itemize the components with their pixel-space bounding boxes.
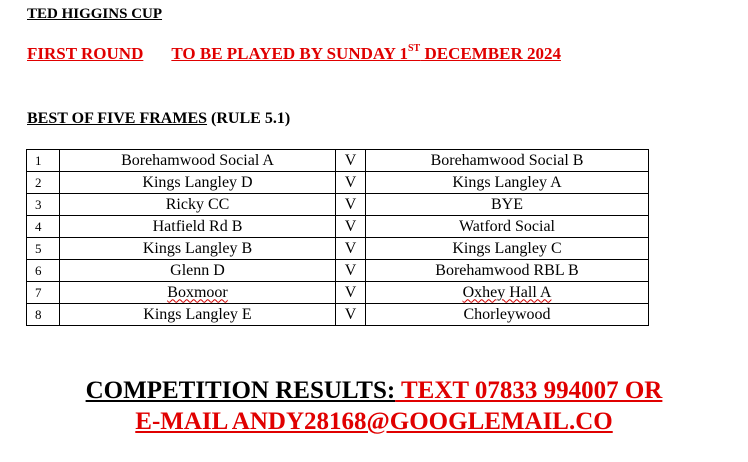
round-deadline-line [27, 44, 561, 64]
page-title: TED HIGGINS CUP [27, 6, 163, 22]
fixture-number-text: 1 [35, 152, 42, 168]
home-team [60, 194, 336, 216]
fixture-number-text: 4 [35, 218, 42, 234]
away-team-text: BYE [491, 195, 523, 213]
fixture-number-text: 3 [35, 196, 42, 212]
home-team-text: Glenn D [170, 261, 225, 279]
home-team-text: Hatfield Rd B [152, 217, 243, 235]
away-team [366, 238, 649, 260]
versus-text: V [344, 305, 357, 323]
deadline-rest: DECEMBER 2024 [420, 44, 561, 63]
away-team [366, 260, 649, 282]
fixture-number [27, 238, 60, 260]
deadline-text [171, 44, 561, 63]
versus-text: V [344, 239, 357, 257]
home-team-text: Kings Langley E [143, 305, 252, 323]
fixture-row [27, 282, 649, 304]
results-text-number: TEXT 07833 994007 OR [395, 377, 663, 404]
home-team-text: Ricky CC [165, 195, 230, 213]
fixture-row [27, 238, 649, 260]
away-team-text: Kings Langley C [452, 239, 562, 257]
fixture-row [27, 150, 649, 172]
fixtures-table [26, 149, 649, 326]
versus-text: V [344, 195, 357, 213]
format-label: BEST OF FIVE FRAMES [27, 110, 208, 127]
fixture-number [27, 260, 60, 282]
home-team [60, 150, 336, 172]
away-team [366, 172, 649, 194]
match-format [27, 110, 290, 128]
versus-text: V [344, 217, 357, 235]
home-team [60, 260, 336, 282]
fixture-number-text: 7 [35, 284, 42, 300]
home-team [60, 238, 336, 260]
results-contact-line-2 [0, 408, 748, 436]
away-team [366, 304, 649, 326]
results-contact-line-1 [0, 377, 748, 405]
results-email: E-MAIL ANDY28168@GOOGLEMAIL.CO [135, 408, 613, 435]
home-team [60, 216, 336, 238]
versus [336, 216, 366, 238]
format-rule: (RULE 5.1) [207, 110, 291, 127]
versus [336, 260, 366, 282]
fixture-number [27, 282, 60, 304]
home-team-text: Boxmoor [167, 283, 228, 301]
deadline-ordinal: ST [408, 43, 421, 55]
fixture-number [27, 150, 60, 172]
home-team [60, 282, 336, 304]
home-team-text: Borehamwood Social A [121, 151, 274, 169]
versus-text: V [344, 151, 357, 169]
away-team [366, 150, 649, 172]
round-label: FIRST ROUND [27, 44, 144, 63]
away-team-text: Borehamwood Social B [430, 151, 584, 169]
versus [336, 172, 366, 194]
away-team-text: Chorleywood [463, 305, 551, 323]
versus-text: V [344, 173, 357, 191]
home-team [60, 172, 336, 194]
fixture-row [27, 260, 649, 282]
fixture-row [27, 216, 649, 238]
away-team [366, 282, 649, 304]
away-team [366, 194, 649, 216]
fixture-number [27, 194, 60, 216]
fixture-number [27, 216, 60, 238]
away-team-text: Borehamwood RBL B [435, 261, 579, 279]
fixture-row [27, 194, 649, 216]
versus [336, 238, 366, 260]
away-team-text: Oxhey Hall A [462, 283, 552, 301]
fixture-number-text: 2 [35, 174, 42, 190]
home-team [60, 304, 336, 326]
versus-text: V [344, 261, 357, 279]
fixture-number-text: 6 [35, 262, 42, 278]
away-team-text: Kings Langley A [452, 173, 562, 191]
results-label: COMPETITION RESULTS: [85, 377, 396, 404]
fixture-number-text: 8 [35, 306, 42, 322]
fixture-number-text: 5 [35, 240, 42, 256]
fixture-number [27, 172, 60, 194]
away-team-text: Watford Social [458, 217, 555, 235]
home-team-text: Kings Langley D [142, 173, 253, 191]
fixtures-body [27, 150, 649, 326]
home-team-text: Kings Langley B [142, 239, 253, 257]
fixture-row [27, 304, 649, 326]
away-team [366, 216, 649, 238]
versus [336, 194, 366, 216]
deadline-main: TO BE PLAYED BY SUNDAY 1 [171, 44, 408, 63]
fixture-row [27, 172, 649, 194]
versus [336, 150, 366, 172]
versus-text: V [344, 283, 357, 301]
versus [336, 282, 366, 304]
fixture-number [27, 304, 60, 326]
versus [336, 304, 366, 326]
